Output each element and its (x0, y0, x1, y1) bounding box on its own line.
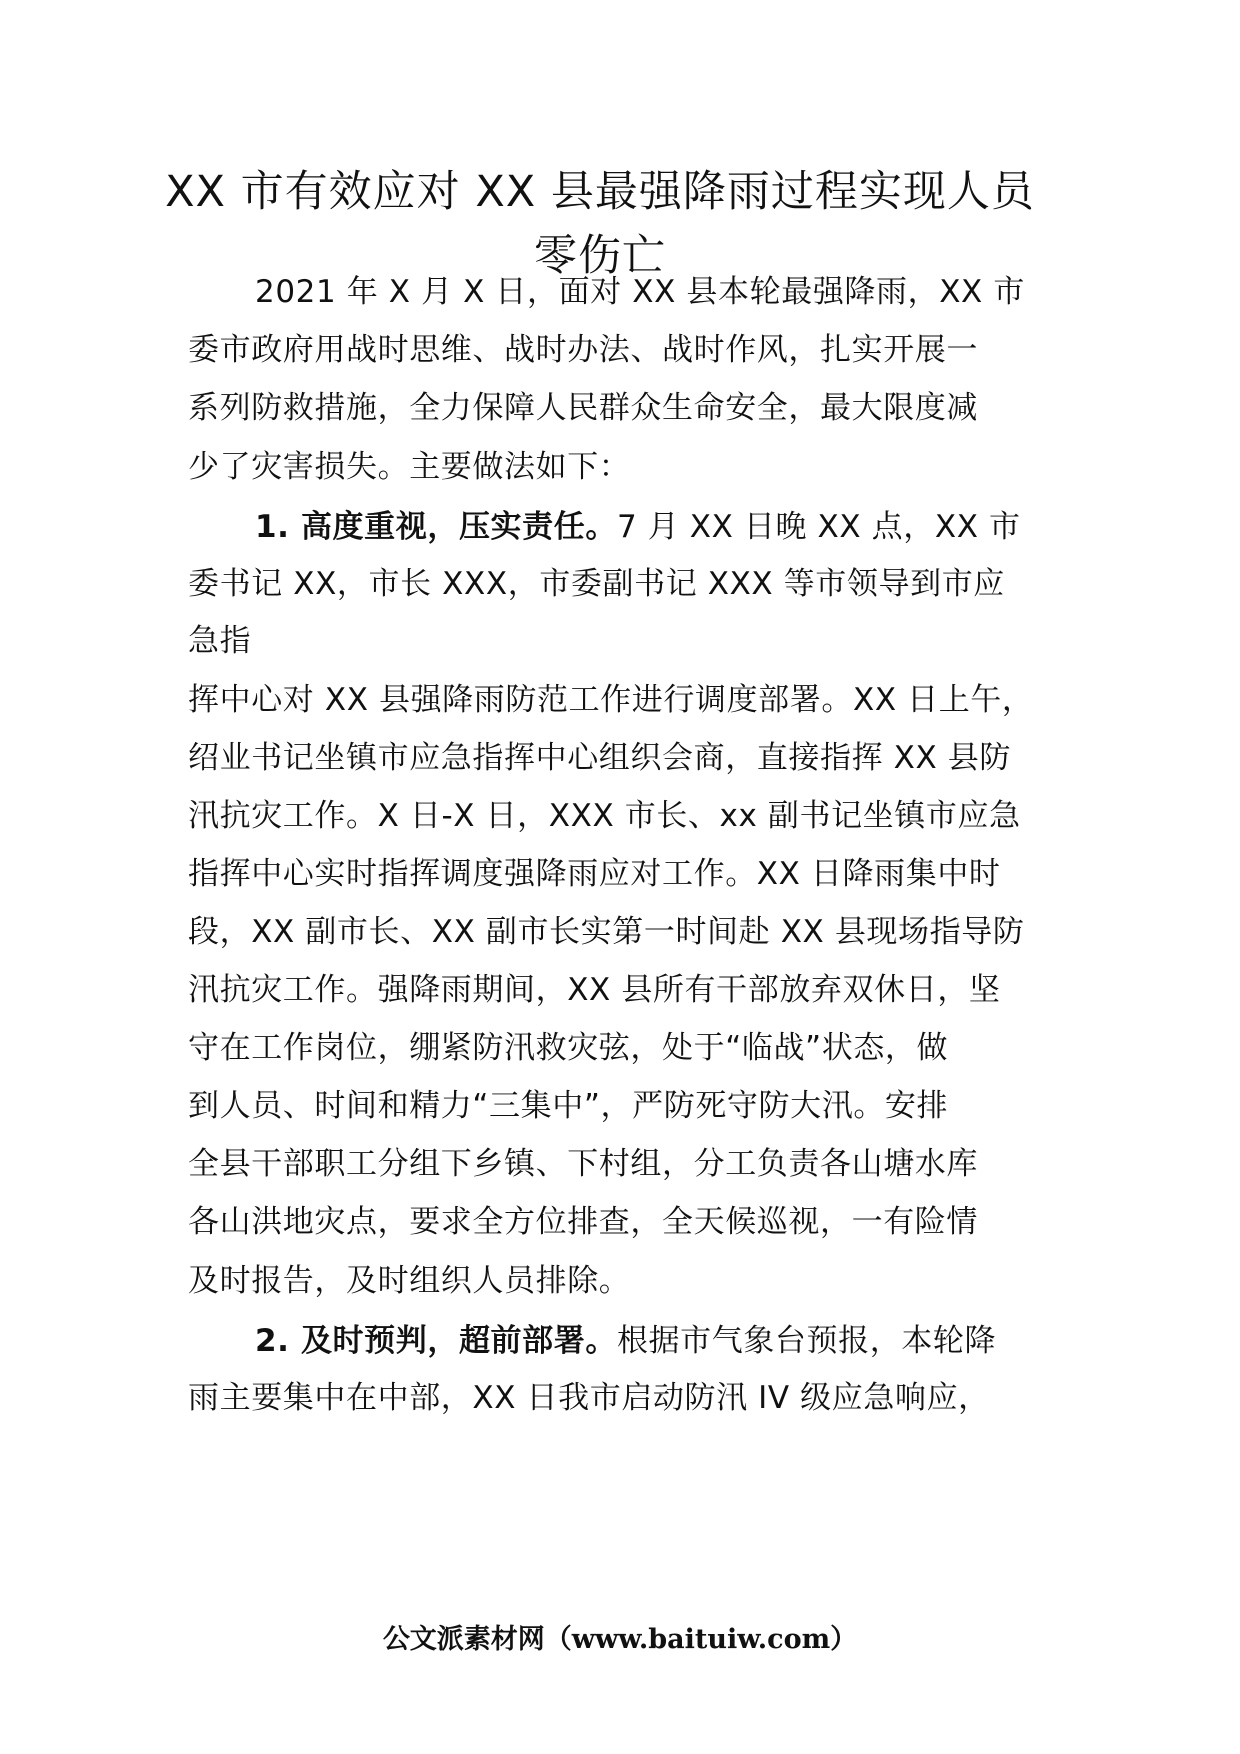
paragraph-3-line-2: 雨主要集中在中部，XX 日我市启动防汛 IV 级应急响应， (188, 1380, 990, 1416)
paragraph-1-line-3: 系列防救措施，全力保障人民群众生命安全，最大限度减 (188, 390, 978, 426)
paragraph-2-line-1 (255, 507, 1021, 547)
paragraph-2-line-11: 到人员、时间和精力“三集中”，严防死守防大汛。安排 (188, 1088, 949, 1124)
paragraph-1-line-2: 委市政府用战时思维、战时办法、战时作风，扎实开展一 (188, 332, 978, 368)
paragraph-2-line-6: 汛抗灾工作。X 日-X 日，XXX 市长、xx 副书记坐镇市应急 (188, 798, 1021, 834)
paragraph-2-line-5: 绍业书记坐镇市应急指挥中心组织会商，直接指挥 XX 县防 (188, 740, 1011, 776)
footer-watermark: 公文派素材网（www.baituiw.com） (382, 1624, 858, 1655)
paragraph-2-line-9: 汛抗灾工作。强降雨期间，XX 县所有干部放弃双休日，坚 (188, 972, 1001, 1008)
paragraph-2-line-3: 急指 (188, 623, 252, 659)
paragraph-2-line-4: 挥中心对 XX 县强降雨防范工作进行调度部署。XX 日上午， (188, 682, 1034, 718)
paragraph-2-line-13: 各山洪地灾点，要求全方位排查，全天候巡视，一有险情 (188, 1204, 978, 1240)
title-line-1: XX 市有效应对 XX 县最强降雨过程实现人员 (165, 167, 1035, 217)
section-1-heading: 1. 高度重视，压实责任。 (255, 509, 617, 545)
document-title (150, 160, 1050, 288)
section-2-heading: 2. 及时预判，超前部署。 (255, 1323, 617, 1359)
paragraph-2-line-12: 全县干部职工分组下乡镇、下村组，分工负责各山塘水库 (188, 1146, 978, 1182)
paragraph-2-line-2: 委书记 XX，市长 XXX，市委副书记 XXX 等市领导到市应 (188, 566, 1005, 602)
paragraph-1-line-4: 少了灾害损失。主要做法如下： (188, 449, 631, 485)
paragraph-2-line-1-rest: 7 月 XX 日晚 XX 点，XX 市 (616, 509, 1021, 545)
paragraph-2-line-14: 及时报告，及时组织人员排除。 (188, 1263, 631, 1299)
paragraph-2-line-10: 守在工作岗位，绷紧防汛救灾弦，处于“临战”状态，做 (188, 1030, 949, 1066)
paragraph-1-line-1: 2021 年 X 月 X 日，面对 XX 县本轮最强降雨，XX 市 (255, 274, 1025, 310)
paragraph-3-line-1-rest: 根据市气象台预报，本轮降 (616, 1323, 997, 1359)
title-line-2: 零伤亡 (534, 231, 666, 281)
paragraph-2-line-7: 指挥中心实时指挥调度强降雨应对工作。XX 日降雨集中时 (188, 856, 1001, 892)
paragraph-3-line-1 (255, 1321, 996, 1361)
paragraph-2-line-8: 段，XX 副市长、XX 副市长实第一时间赴 XX 县现场指导防 (188, 914, 1025, 950)
